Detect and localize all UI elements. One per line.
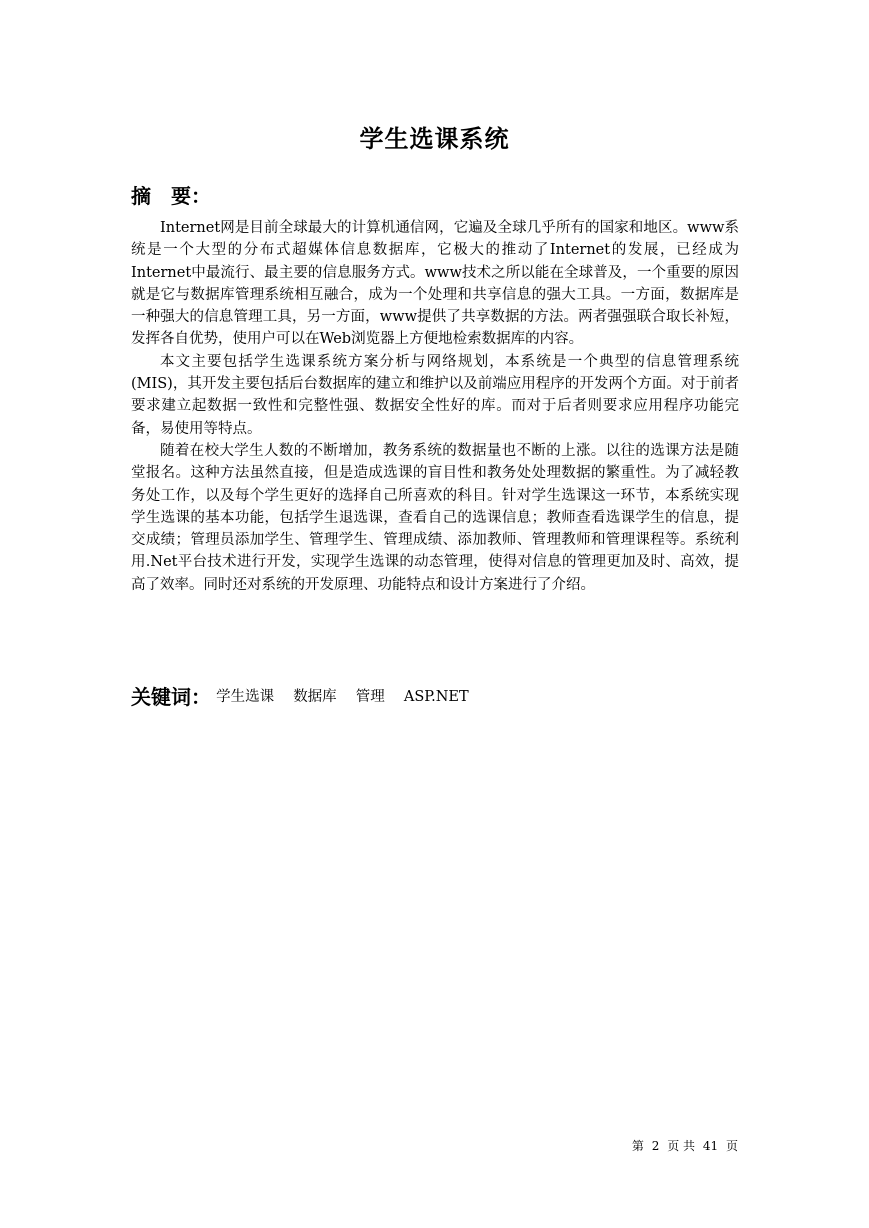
- keyword-item: 数据库: [293, 689, 337, 705]
- total-page-number: 41: [702, 1139, 719, 1153]
- keyword-item: 管理: [355, 689, 385, 705]
- abstract-paragraph-2: 本文主要包括学生选课系统方案分析与网络规划，本系统是一个典型的信息管理系统(MIS)，其开发主要包括后台数据库的建立和维护以及前端应用程序的开发两个方面。对于前者要求建立起数据一致性和完整性强、数据安全性好的库。而对于后者则要求应用程序功能完备，易使用等特点。: [131, 353, 739, 437]
- keyword-item: ASP.NET: [403, 689, 469, 705]
- abstract-paragraph-3: 随着在校大学生人数的不断增加，教务系统的数据量也不断的上涨。以往的选课方法是随堂报名。这种方法虽然直接，但是造成选课的盲目性和教务处处理数据的繁重性。为了减轻教务处工作，以及每个学生更好的选择自己所喜欢的科目。针对学生选课这一环节，本系统实现学生选课的基本功能，包括学生退选课，查看自己的选课信息；教师查看选课学生的信息，提交成绩；管理员添加学生、管理学生、管理成绩、添加教师、管理教师和管理课程等。系统利用.Net平台技术进行开发，实现学生选课的动态管理，使得对信息的管理更加及时、高效，提高了效率。同时还对系统的开发原理、功能特点和设计方案进行了介绍。: [131, 442, 739, 593]
- page-prefix: 第: [631, 1139, 644, 1153]
- page-suffix: 页: [725, 1139, 738, 1153]
- abstract-paragraph-1: Internet网是目前全球最大的计算机通信网，它遍及全球几乎所有的国家和地区。www系统是一个大型的分布式超媒体信息数据库，它极大的推动了Internet的发展，已经成为Internet中最流行、最主要的信息服务方式。www技术之所以能在全球普及，一个重要的原因就是它与数据库管理系统相互融合，成为一个处理和共享信息的强大工具。一方面，数据库是一种强大的信息管理工具，另一方面，www提供了共享数据的方法。两者强强联合取长补短，发挥各自优势，使用户可以在Web浏览器上方便地检索数据库的内容。: [131, 220, 739, 348]
- keywords-line: [131, 683, 739, 711]
- abstract-heading: 摘 要：: [131, 184, 211, 208]
- page-separator: 页 共: [667, 1139, 696, 1153]
- abstract-body: [131, 217, 739, 596]
- keyword-item: 学生选课: [216, 689, 275, 705]
- page-title: 学生选课系统: [359, 125, 510, 153]
- page-number-footer: [600, 1137, 738, 1155]
- keywords-label: 关键词：: [131, 685, 211, 709]
- current-page-number: 2: [651, 1139, 660, 1153]
